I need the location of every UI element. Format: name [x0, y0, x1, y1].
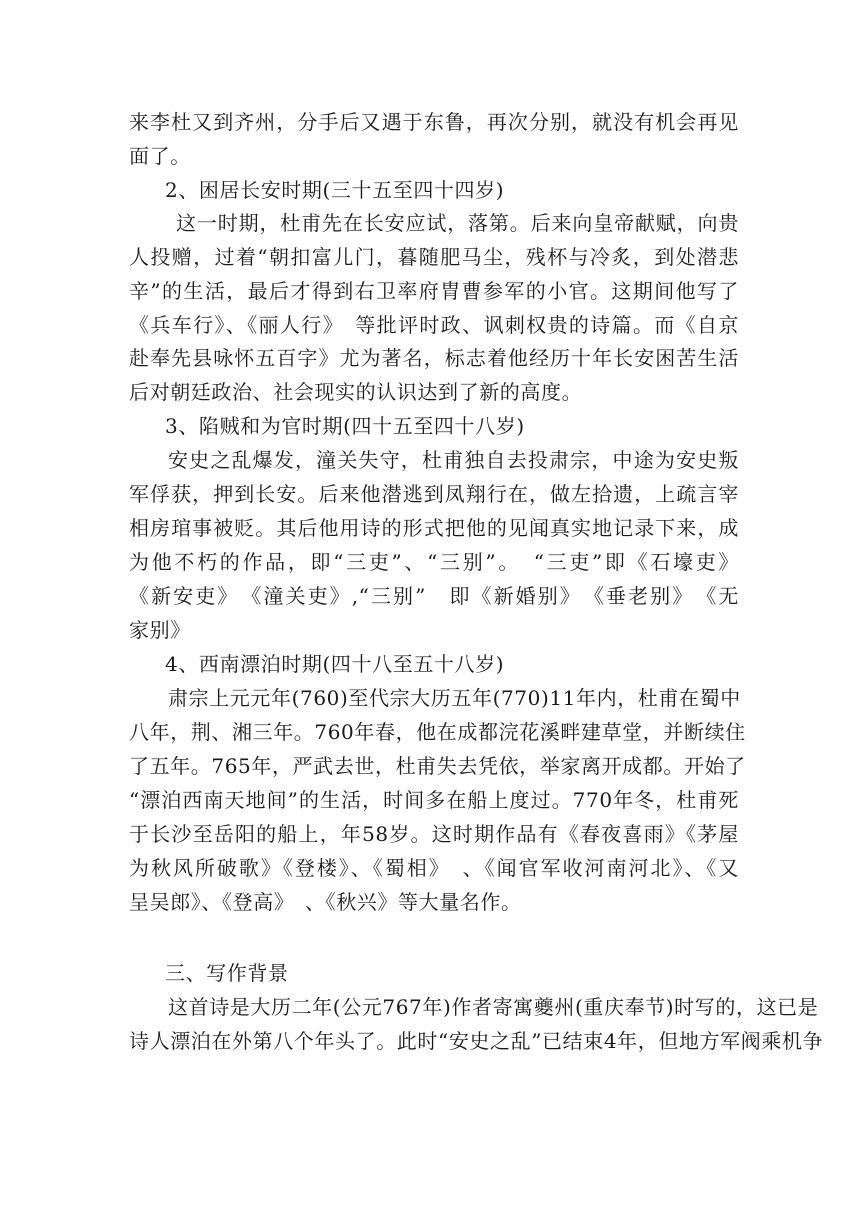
text-line: 赴奉先县咏怀五百字》尤为著名，标志着他经历十年长安困苦生活: [129, 346, 739, 370]
text-line: 军俘获，押到长安。后来他潜逃到凤翔行在，做左拾遗，上疏言宰: [129, 482, 739, 506]
text-line: 辛”的生活，最后才得到右卫率府胄曹参军的小官。这期间他写了: [129, 279, 739, 303]
text-line: 《兵车行》、《丽人行》 等批评时政、讽刺权贵的诗篇。而《自京: [129, 313, 739, 337]
text-line: 这首诗是大历二年(公元767年)作者寄寓夔州(重庆奉节)时写的，这已是: [168, 995, 819, 1019]
text-line: 相房琯事被贬。其后他用诗的形式把他的见闻真实地记录下来，成: [129, 516, 739, 540]
text-line: 为他不朽的作品，即“三吏”、“三别”。 “三吏”即《石壕吏》: [129, 550, 739, 574]
text-line: 呈吴郎》、《登高》 、《秋兴》等大量名作。: [129, 890, 522, 914]
section-heading: 4、西南漂泊时期(四十八至五十八岁): [165, 652, 505, 676]
text-line: 于长沙至岳阳的船上，年58岁。这时期作品有《春夜喜雨》《茅屋: [129, 822, 739, 846]
section-heading: 2、困居长安时期(三十五至四十四岁): [165, 178, 505, 202]
section-heading: 三、写作背景: [165, 961, 289, 985]
text-line: 面了。: [129, 144, 191, 168]
text-line: 为秋风所破歌》《登楼》、《蜀相》 、《闻官军收河南河北》、《又: [129, 856, 739, 880]
text-line: 八年，荆、湘三年。760年春，他在成都浣花溪畔建草堂，并断续住: [129, 720, 746, 744]
text-line: 来李杜又到齐州，分手后又遇于东鲁，再次分别，就没有机会再见: [129, 110, 739, 134]
text-line: 安史之乱爆发，潼关失守，杜甫独自去投肃宗，中途为安史叛: [168, 448, 739, 472]
text-line: 人投赠，过着“朝扣富儿门，暮随肥马尘，残杯与冷炙，到处潜悲: [129, 245, 739, 269]
text-line: 肃宗上元元年(760)至代宗大历五年(770)11年内，杜甫在蜀中: [168, 686, 741, 710]
text-line: 家别》: [129, 618, 191, 642]
text-line: 了五年。765年，严武去世，杜甫失去凭依，举家离开成都。开始了: [129, 754, 746, 778]
text-line: 这一时期，杜甫先在长安应试，落第。后来向皇帝献赋，向贵: [176, 211, 739, 235]
section-heading: 3、陷贼和为官时期(四十五至四十八岁): [165, 414, 525, 438]
text-line: 后对朝廷政治、社会现实的认识达到了新的高度。: [129, 380, 583, 404]
text-line: “漂泊西南天地间”的生活，时间多在船上度过。770年冬，杜甫死: [129, 788, 739, 812]
text-line: 诗人漂泊在外第八个年头了。此时“安史之乱”已结束4年，但地方军阀乘机争: [129, 1029, 824, 1053]
text-line: 《新安吏》 《潼关吏》,“三别” 即《新婚别》 《垂老别》 《无: [129, 584, 739, 608]
